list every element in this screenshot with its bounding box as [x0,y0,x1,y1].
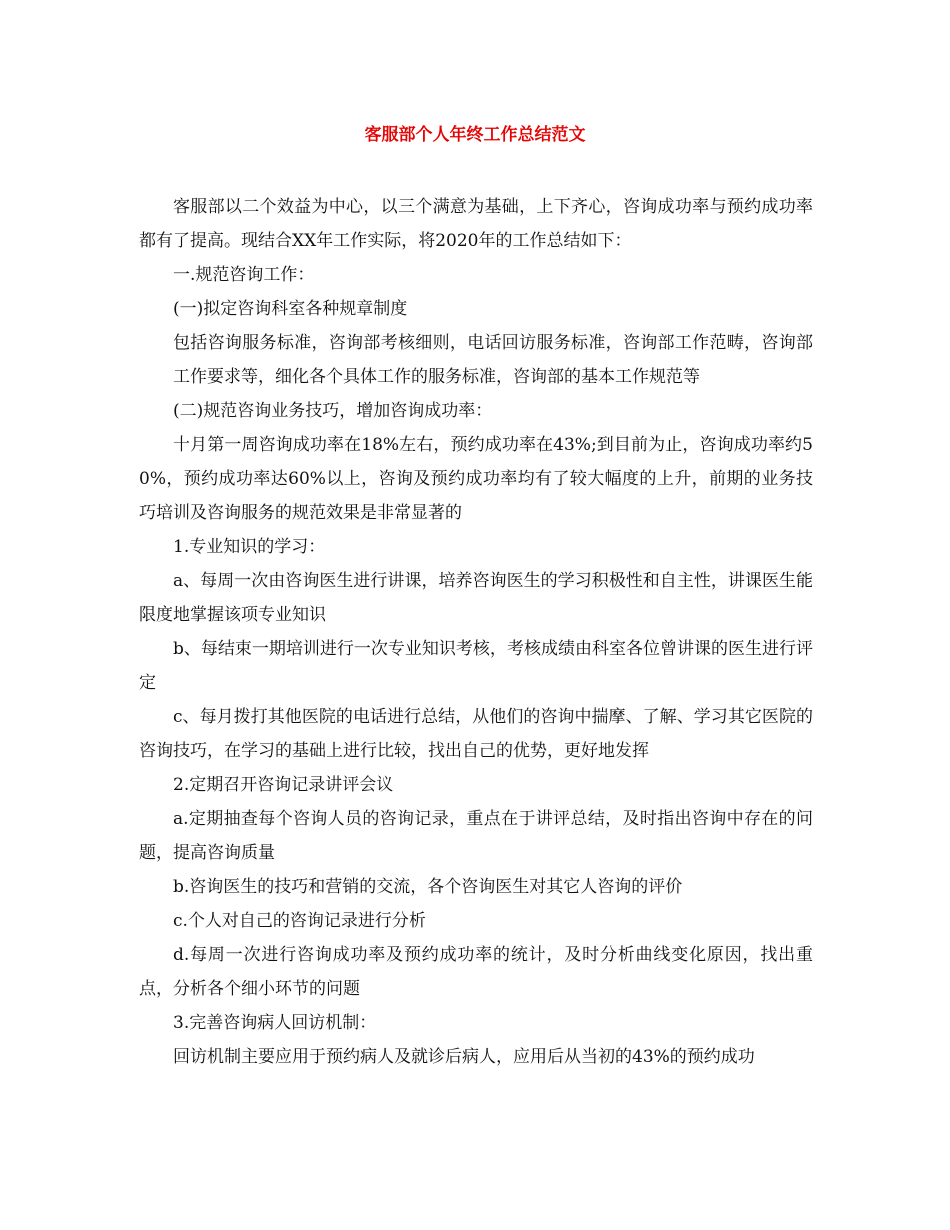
list-item: a、每周一次由咨询医生进行讲课，培养咨询医生的学习积极性和自主性，讲课医生能限度地掌握该项专业知识 [139,571,813,625]
document-title: 客服部个人年终工作总结范文 [364,125,586,145]
paragraph-success-rate: 十月第一周咨询成功率在18%左右，预约成功率在43%;到目前为止，咨询成功率约50%，预约成功率达60%以上，咨询及预约成功率均有了较大幅度的上升，前期的业务技巧培训及咨询服务的规范效果是非常显著的 [139,435,813,523]
list-item: d.每周一次进行咨询成功率及预约成功率的统计，及时分析曲线变化原因，找出重点，分析各个细小环节的问题 [139,945,813,999]
document-body [139,190,813,1074]
list-item: b、每结束一期培训进行一次专业知识考核，考核成绩由科室各位曾讲课的医生进行评定 [139,639,813,693]
paragraph-callback: 回访机制主要应用于预约病人及就诊后病人，应用后从当初的43%的预约成功 [173,1047,755,1067]
section-heading-1: 一.规范咨询工作： [173,265,315,285]
item-heading-1: 1.专业知识的学习： [173,537,326,557]
list-item: c、每月拨打其他医院的电话进行总结，从他们的咨询中揣摩、了解、学习其它医院的咨询技巧，在学习的基础上进行比较，找出自己的优势，更好地发挥 [139,707,813,761]
paragraph-intro: 客服部以二个效益为中心，以三个满意为基础，上下齐心，咨询成功率与预约成功率都有了提高。现结合XX年工作实际，将2020年的工作总结如下： [139,197,813,251]
item-heading-2: 2.定期召开咨询记录讲评会议 [173,775,394,795]
paragraph-regulations: 包括咨询服务标准，咨询部考核细则，电话回访服务标准，咨询部工作范畴，咨询部工作要求等，细化各个具体工作的服务标准，咨询部的基本工作规范等 [173,333,813,387]
item-heading-3: 3.完善咨询病人回访机制： [173,1013,377,1033]
list-item: c.个人对自己的咨询记录进行分析 [173,911,426,931]
list-item: b.咨询医生的技巧和营销的交流，各个咨询医生对其它人咨询的评价 [173,877,683,897]
list-item: a.定期抽查每个咨询人员的咨询记录，重点在于讲评总结，及时指出咨询中存在的问题，提高咨询质量 [139,809,813,863]
subsection-heading-1: (一)拟定咨询科室各种规章制度 [173,299,408,319]
subsection-heading-2: (二)规范咨询业务技巧，增加咨询成功率： [173,401,493,421]
